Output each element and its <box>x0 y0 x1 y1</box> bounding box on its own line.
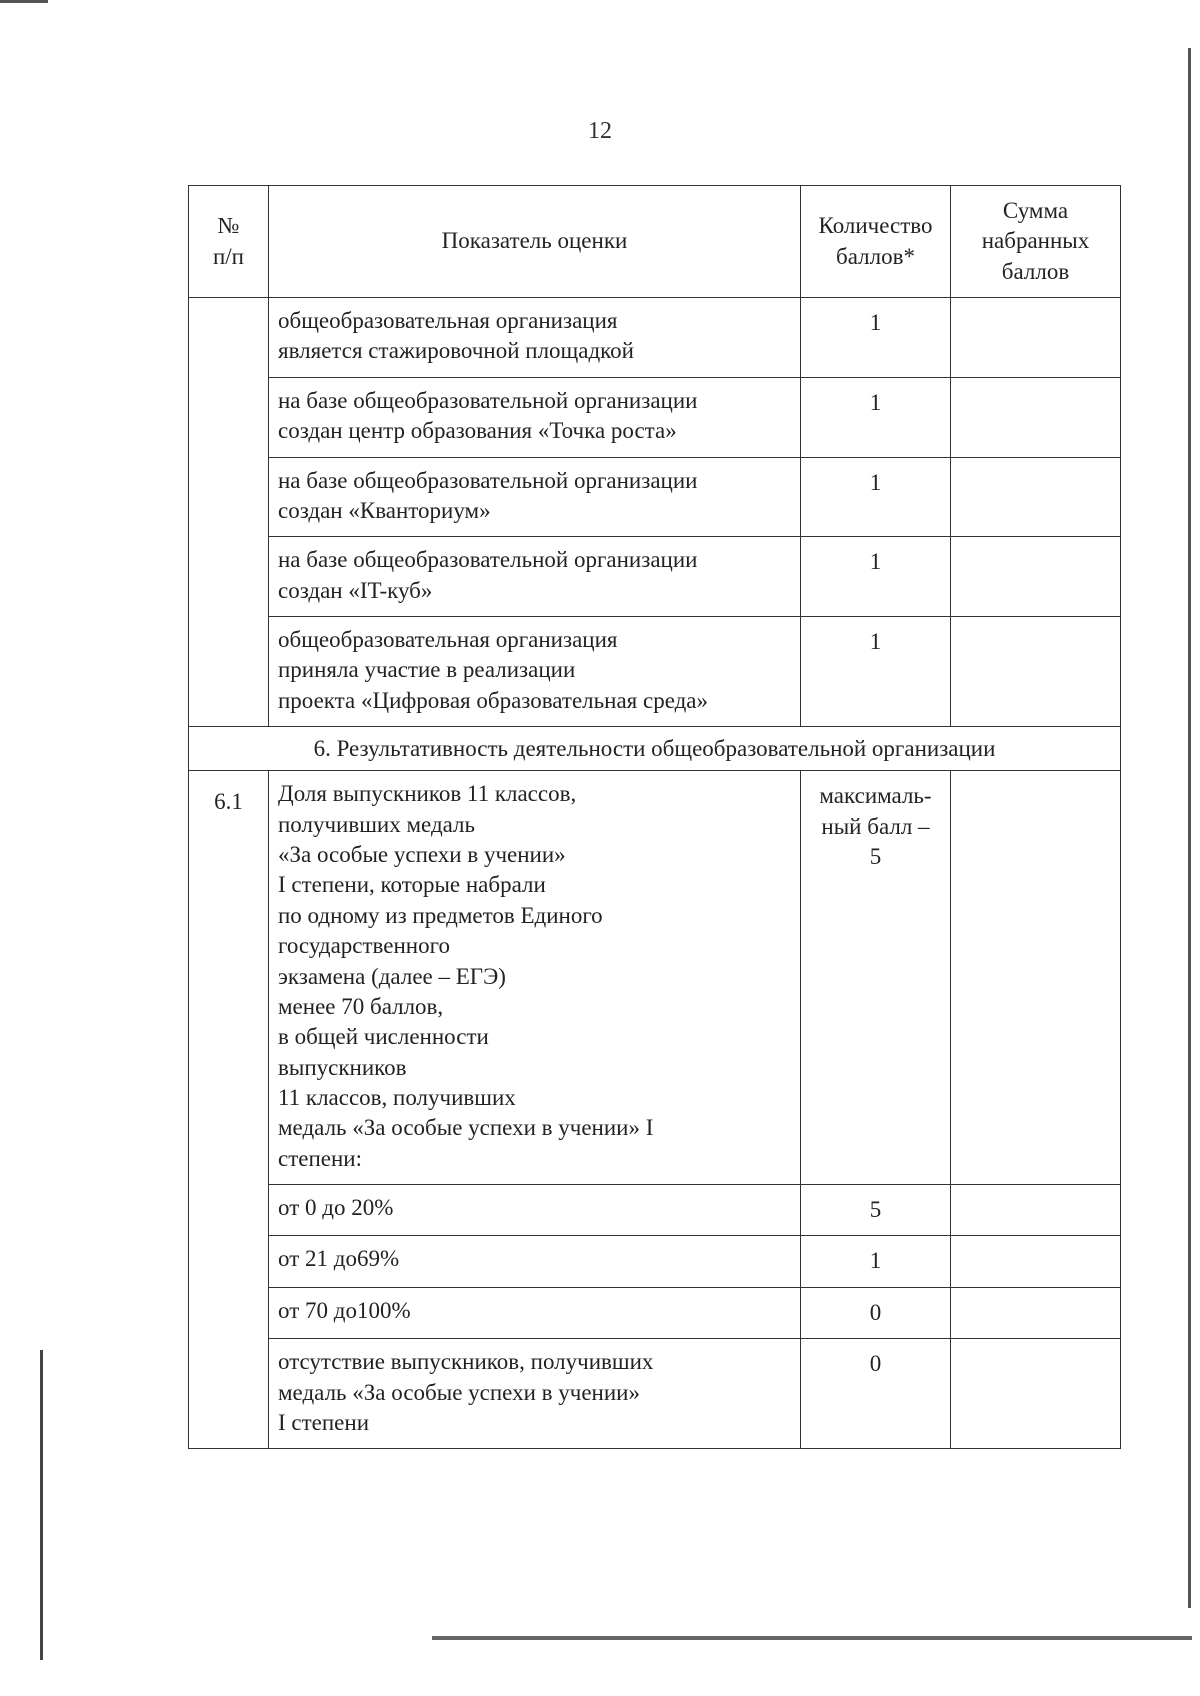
sum-cell <box>951 1339 1121 1449</box>
points-cell: 0 <box>801 1339 951 1449</box>
header-points-line: баллов* <box>836 243 915 269</box>
header-num <box>189 186 269 298</box>
evaluation-table <box>188 185 1121 1449</box>
option-line: отсутствие выпускников, получивших <box>278 1349 654 1375</box>
indicator-line: является стажировочной площадкой <box>278 338 634 364</box>
header-sum <box>951 186 1121 298</box>
header-points <box>801 186 951 298</box>
indicator-cell <box>269 616 801 726</box>
option-cell <box>269 1287 801 1338</box>
sum-cell <box>951 298 1121 378</box>
indicator-cell <box>269 377 801 457</box>
table-row <box>189 1339 1121 1449</box>
indicator-cell <box>269 457 801 537</box>
points-cell: 1 <box>801 1236 951 1287</box>
option-line: от 70 до100% <box>278 1297 411 1323</box>
indicator-line: на базе общеобразовательной организации <box>278 387 698 413</box>
indicator-line: выпускников <box>278 1054 407 1080</box>
section-6-title: 6. Результативность деятельности общеобразовательной организации <box>189 727 1121 771</box>
header-num-line: № <box>217 213 240 239</box>
points-cell: 1 <box>801 377 951 457</box>
indicator-line: общеобразовательная организация <box>278 626 618 652</box>
indicator-line: степени: <box>278 1145 362 1171</box>
option-cell <box>269 1236 801 1287</box>
item-6-1-num: 6.1 <box>189 771 269 1449</box>
indicator-cell <box>269 298 801 378</box>
sum-cell <box>951 537 1121 617</box>
table-row <box>189 616 1121 726</box>
table-header-row <box>189 186 1121 298</box>
indicator-line: на базе общеобразовательной организации <box>278 467 698 493</box>
table-row <box>189 298 1121 378</box>
header-sum-line: набранных <box>981 228 1090 254</box>
indicator-line: медаль «За особые успехи в учении» I <box>278 1115 654 1141</box>
points-cell: 1 <box>801 457 951 537</box>
indicator-line: создан центр образования «Точка роста» <box>278 418 677 444</box>
header-points-line: Количество <box>818 213 933 239</box>
indicator-cell <box>269 537 801 617</box>
header-sum-line: баллов <box>1001 258 1070 284</box>
sum-cell <box>951 457 1121 537</box>
option-line: от 21 до69% <box>278 1246 400 1272</box>
table-row <box>189 1236 1121 1287</box>
indicator-line: государственного <box>278 933 450 959</box>
table-row <box>189 1287 1121 1338</box>
option-line: I степени <box>278 1409 370 1435</box>
indicator-line: 11 классов, получивших <box>278 1084 516 1110</box>
option-cell <box>269 1185 801 1236</box>
indicator-line: «За особые успехи в учении» <box>278 842 566 868</box>
scan-edge-mark-right <box>1188 48 1191 1608</box>
scan-edge-mark-bottom <box>432 1636 1192 1640</box>
header-indicator: Показатель оценки <box>269 186 801 298</box>
indicator-line: общеобразовательная организация <box>278 308 618 334</box>
points-cell: 1 <box>801 298 951 378</box>
sum-cell <box>951 1236 1121 1287</box>
table-row <box>189 771 1121 1185</box>
section-heading-row <box>189 727 1121 771</box>
option-line: от 0 до 20% <box>278 1195 394 1221</box>
sum-cell <box>951 771 1121 1185</box>
sum-cell <box>951 616 1121 726</box>
indicator-line: I степени, которые набрали <box>278 872 546 898</box>
indicator-line: по одному из предметов Единого <box>278 902 603 928</box>
indicator-line: создан «IT-куб» <box>278 577 433 603</box>
indicator-line: менее 70 баллов, <box>278 993 444 1019</box>
max-points-line: ный балл – <box>821 813 930 839</box>
table-row <box>189 457 1121 537</box>
indicator-cell <box>269 771 801 1185</box>
indicator-line: в общей численности <box>278 1024 489 1050</box>
page-number: 12 <box>588 118 612 144</box>
header-num-line: п/п <box>212 243 244 269</box>
table-row <box>189 537 1121 617</box>
scan-edge-mark-top <box>0 0 48 3</box>
indicator-line: создан «Кванториум» <box>278 497 491 523</box>
points-cell: 0 <box>801 1287 951 1338</box>
indicator-line: экзамена (далее – ЕГЭ) <box>278 963 506 989</box>
scan-edge-mark-left <box>40 1350 43 1660</box>
max-points-cell <box>801 771 951 1185</box>
table-row <box>189 1185 1121 1236</box>
points-cell: 1 <box>801 616 951 726</box>
table-row <box>189 377 1121 457</box>
indicator-line: Доля выпускников 11 классов, <box>278 781 577 807</box>
indicator-line: проекта «Цифровая образовательная среда» <box>278 687 709 713</box>
indicator-line: приняла участие в реализации <box>278 657 576 683</box>
continued-num-cell <box>189 298 269 727</box>
indicator-line: получивших медаль <box>278 811 476 837</box>
option-line: медаль «За особые успехи в учении» <box>278 1379 640 1405</box>
sum-cell <box>951 1185 1121 1236</box>
option-cell <box>269 1339 801 1449</box>
sum-cell <box>951 1287 1121 1338</box>
sum-cell <box>951 377 1121 457</box>
indicator-line: на базе общеобразовательной организации <box>278 547 698 573</box>
max-points-line: 5 <box>869 844 882 870</box>
points-cell: 5 <box>801 1185 951 1236</box>
max-points-line: максималь- <box>819 783 932 809</box>
points-cell: 1 <box>801 537 951 617</box>
header-sum-line: Сумма <box>1002 198 1069 223</box>
